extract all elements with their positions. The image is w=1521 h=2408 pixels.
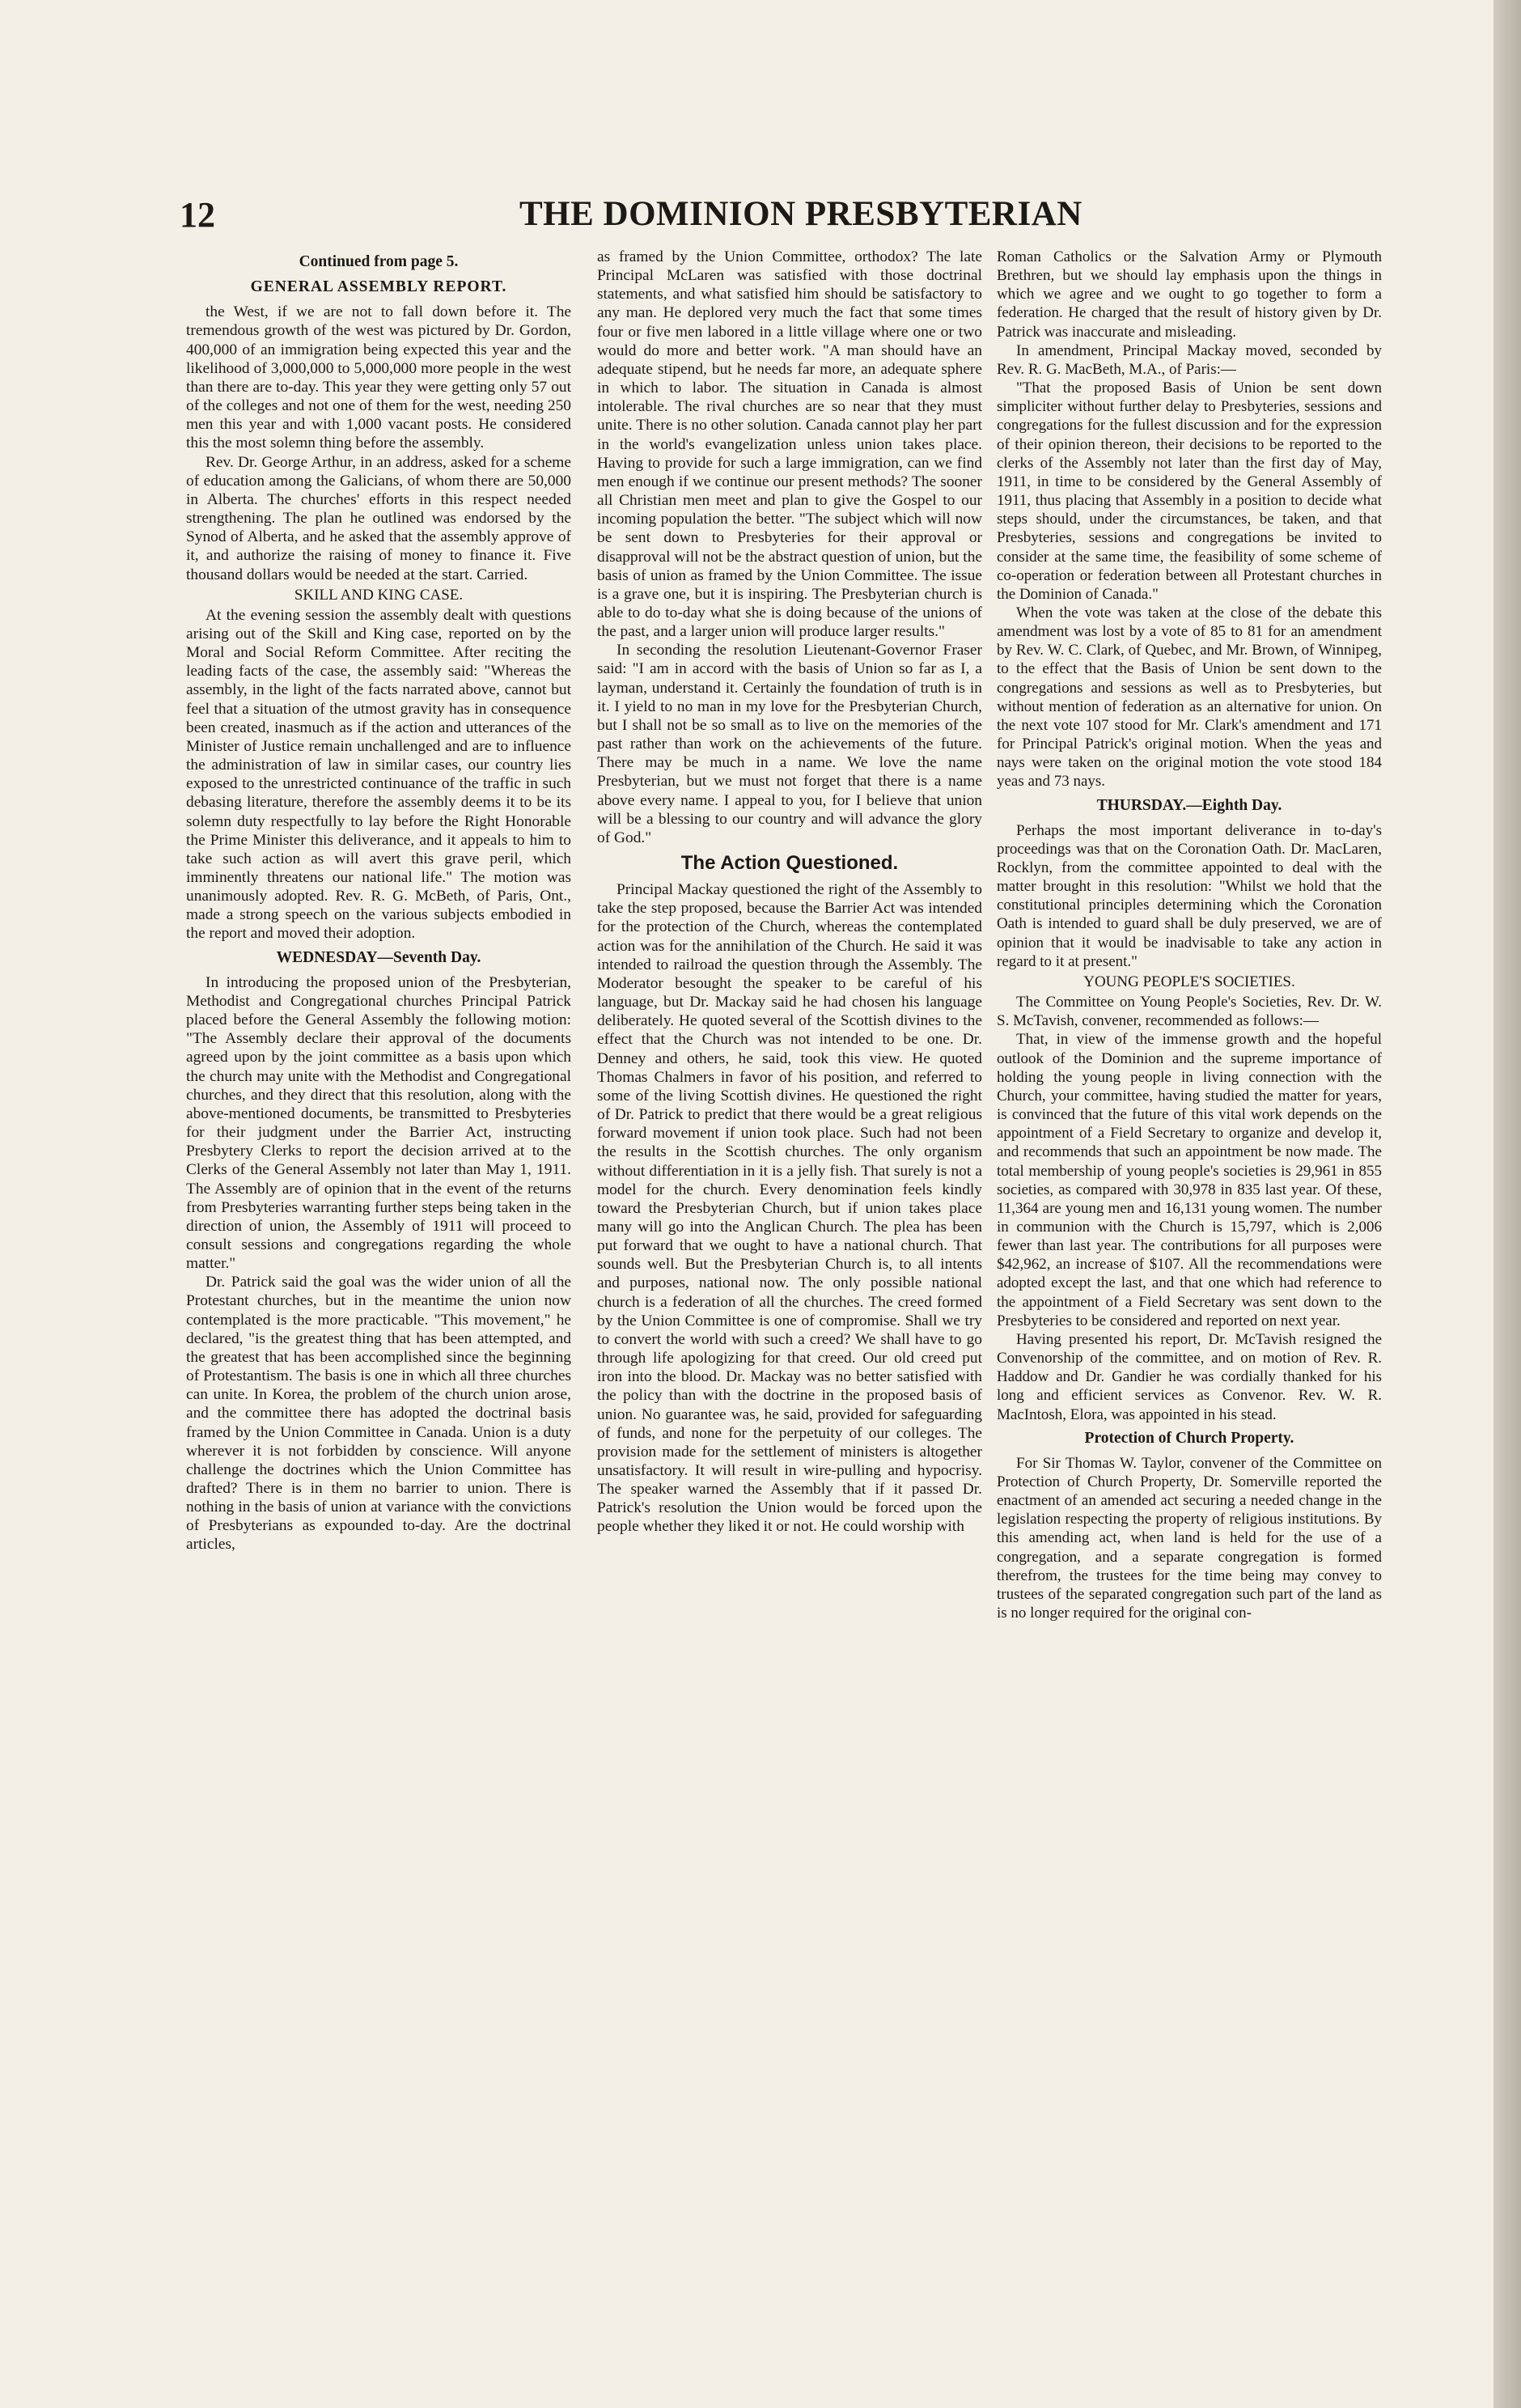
- column-3: [997, 248, 1382, 2359]
- paragraph: as framed by the Union Committee, orthodox? The late Principal McLaren was satisfied with those doctrinal statements, and what satisfied him should be satisfactory to any man. He deplored very much the fact that some times four or five men labored in a little village where one or two would do more and better work. "A man should have an adequate stipend, but he needs far more, an adequate sphere in which to labor. The situation in Canada is almost intolerable. The rival churches are so near that they must unite. There is no other solution. Canada cannot play her part in the world's evangelization unless union takes place. Having to provide for such a large immigration, can we find men enough if we continue our present methods? The sooner all Christian men meet and plan to give the Gospel to our incoming population the better. "The subject which will now be sent down to Presbyteries for their approval or disapproval will not be the abstract question of union, but the basis of union as framed by the Union Committee. The issue is a grave one, but it is inspiring. The Presbyterian church is able to do to-day what she is doing because of the unions of the past, and a larger union will produce larger results.": [597, 248, 982, 641]
- paragraph: At the evening session the assembly dealt with questions arising out of the Skill and King case, reported on by the Moral and Social Reform Committee. After reciting the leading facts of the case, the assembly said: "Whereas the assembly, in the light of the facts narrated above, cannot but feel that a situation of the utmost gravity has in consequence been created, inasmuch as if the action and utterances of the Minister of Justice remain unchallenged and are to influence the administration of law in similar cases, our country lies exposed to the unrestricted continuance of the traffic in such debasing literature, therefore the assembly deems it to be its solemn duty respectfully to lay before the Right Honorable the Prime Minister this deliverance, and it appeals to him to take such action as will avert this grave peril, which imminently threatens our national life." The motion was unanimously adopted. Rev. R. G. McBeth, of Paris, Ont., made a strong speech on the various subjects embodied in the report and moved their adoption.: [186, 606, 571, 943]
- paragraph: In introducing the proposed union of the Presbyterian, Methodist and Congregational churches Principal Patrick placed before the General Assembly the following motion: "The Assembly declare their approval of the documents agreed upon by the joint committee as a basis upon which the church may unite with the Methodist and Congregational churches, and they direct that this resolution, along with the above-mentioned documents, be transmitted to Presbyteries for their judgment under the Barrier Act, instructing Presbytery Clerks to report the decision arrived at to the Clerks of the General Assembly not later than May 1, 1911. The Assembly are of opinion that in the event of the returns from Presbyteries warranting further steps being taken in the direction of union, the Assembly of 1911 will proceed to consult sessions and congregations regarding the whole matter.": [186, 973, 571, 1273]
- paragraph: "That the proposed Basis of Union be sent down simpliciter without further delay to Presbyteries, sessions and congregations for the fullest discussion and for the expression of their opinion thereon, their decisions to be reported to the clerks of the Assembly not later than the first day of May, 1911, in time to be considered by the General Assembly of 1911, thus placing that Assembly in a position to decide what steps should, under the circumstances, be taken, and that Presbyteries, sessions and congregations be invited to consider at the same time, the feasibility of some scheme of co-operation or federation between all Protestant churches in the Dominion of Canada.": [997, 379, 1382, 603]
- section-heading: The Action Questioned.: [680, 852, 899, 874]
- paragraph: That, in view of the immense growth and the hopeful outlook of the Dominion and the supreme importance of holding the young people in living connection with the Church, your committee, having studied the matter for years, is convinced that the future of this vital work depends on the appointment of a Field Secretary to organize and develop it, and recommends that such an appointment be now made. The total membership of young people's societies is 29,961 in 855 societies, as compared with 30,978 in 835 last year. Of these, 11,364 are young men and 16,131 young women. The number in communion with the Church is 15,797, which is 2,006 fewer than last year. The contributions for all purposes were $42,962, an increase of $107. All the recommendations were adopted except the last, and that one which had reference to the appointment of a Field Secretary was sent down to the Presbyteries to be considered and reported on next year.: [997, 1031, 1382, 1329]
- subheading: SKILL AND KING CASE.: [294, 586, 464, 604]
- column-1: [186, 248, 571, 2359]
- column-2: [597, 248, 982, 2359]
- masthead-title: THE DOMINION PRESBYTERIAN: [519, 195, 1082, 233]
- page-number: 12: [180, 195, 215, 235]
- section-heading: WEDNESDAY—Seventh Day.: [276, 948, 481, 966]
- article-title: GENERAL ASSEMBLY REPORT.: [250, 278, 507, 296]
- subheading: YOUNG PEOPLE'S SOCIETIES.: [1083, 973, 1295, 990]
- section-heading: Protection of Church Property.: [1084, 1429, 1294, 1447]
- page-header: [180, 194, 1409, 246]
- paragraph: the West, if we are not to fall down before it. The tremendous growth of the west was pictured by Dr. Gordon, 400,000 of an immigration being expected this year and the likelihood of 3,000,000 to 5,000,000 more people in the west than there are to-day. This year they were getting only 57 out of the colleges and not one of them for the west, needing 250 men this year and with 1,000 vacant posts. He considered this the most solemn thing before the assembly.: [186, 303, 571, 452]
- paragraph: In seconding the resolution Lieutenant-Governor Fraser said: "I am in accord with the basis of Union so far as I, a layman, understand it. Certainly the foundation of truth is in it. I yield to no man in my love for the Presbyterian Church, but I shall not be so small as to live on the memories of the past rather than work on the achievements of the future. There may be much in a name. We love the name Presbyterian, but we must not forget that there is a name above every name. I appeal to you, for I believe that union will be a blessing to our country and will advance the glory of God.": [597, 642, 982, 846]
- paragraph: Perhaps the most important deliverance in to-day's proceedings was that on the Coronation Oath. Dr. MacLaren, Rocklyn, from the committee appointed to deal with the matter brought in this resolution: "Whilst we hold that the constitutional principles determining which the Coronation Oath is intended to guard shall be duly preserved, we are of opinion that it would be inadvisable to take any action in regard to it at present.": [997, 821, 1382, 970]
- paragraph: When the vote was taken at the close of the debate this amendment was lost by a vote of 85 to 81 for an amendment by Rev. W. C. Clark, of Quebec, and Mr. Brown, of Winnipeg, to the effect that the Basis of Union be sent down to the congregations and sessions as well as to Presbyteries, but without mention of federation as an alternative for union. On the next vote 107 stood for Mr. Clark's amendment and 171 for Principal Patrick's original motion. When the yeas and nays were taken on the original motion the vote stood 184 yeas and 73 nays.: [997, 604, 1382, 791]
- page-edge-shadow: [1493, 0, 1521, 2408]
- paragraph: Roman Catholics or the Salvation Army or Plymouth Brethren, but we should lay emphasis upon the things in which we agree and we ought to go together to form a federation. He charged that the result of history given by Dr. Patrick was inaccurate and misleading.: [997, 248, 1382, 341]
- paragraph: The Committee on Young People's Societies, Rev. Dr. W. S. McTavish, convener, recommended as follows:—: [997, 994, 1382, 1030]
- paragraph: For Sir Thomas W. Taylor, convener of the Committee on Protection of Church Property, Dr. Somerville reported the enactment of an amended act securing a needed change in the legislation respecting the property of religious institutions. By this amending act, when land is held for the use of a congregation, and a separate congregation is formed therefrom, the trustees for the time being may convey to trustees of the separated congregation such part of the land as is no longer required for the original con-: [997, 1454, 1382, 1622]
- paragraph: Principal Mackay questioned the right of the Assembly to take the step proposed, because the Barrier Act was intended for the protection of the Church, whereas the contemplated action was for the annihilation of the Church. He said it was intended to railroad the question through the Assembly. The Moderator besought the speaker to be careful of his language, but Dr. Mackay said he had chosen his language deliberately. He quoted several of the Scottish divines to the effect that the Church was not intended to be one. Dr. Denney and others, he said, took this view. He quoted Thomas Chalmers in favor of his position, and referred to some of the living Scottish divines. He questioned the right of Dr. Patrick to predict that there would be a great religious forward movement if union took place. Such had not been the results in the Scottish churches. The only organism without differentiation in it is a jelly fish. That surely is not a model for the church. Every denomination feels kindly toward the Presbyterian Church, but if union takes place many will go into the Anglican Church. The plea has been put forward that we ought to have a national church. That sounds well. But the Presbyterian Church is, to all intents and purposes, national now. The only possible national church is a federation of all the churches. The creed formed by the Union Committee is one of compromise. Shall we try to convert the world with such a creed? We shall have to go through life apologizing for that creed. Our old creed put iron into the blood. Dr. Mackay was no better satisfied with the policy than with the doctrine in the proposed basis of union. No guarantee was, he said, provided for safeguarding of funds, and none for the perpetuity of our colleges. The provision made for the settlement of ministers is altogether unsatisfactory. It will result in wire-pulling and hypocrisy. The speaker warned the Assembly that if it passed Dr. Patrick's resolution the Union would be forced upon the people whether they liked it or not. He could worship with: [597, 881, 982, 1536]
- section-heading: THURSDAY.—Eighth Day.: [1096, 796, 1282, 814]
- paragraph: In amendment, Principal Mackay moved, seconded by Rev. R. G. MacBeth, M.A., of Paris:—: [997, 341, 1382, 378]
- section-heading: Continued from page 5.: [299, 253, 459, 270]
- paragraph: Having presented his report, Dr. McTavish resigned the Convenorship of the committee, and on motion of Rev. R. Haddow and Dr. Gandier he was cordially thanked for his long and efficient services as Convenor. Rev. W. R. MacIntosh, Elora, was appointed in his stead.: [997, 1330, 1382, 1423]
- paragraph: Rev. Dr. George Arthur, in an address, asked for a scheme of education among the Galicians, of whom there are 50,000 in Alberta. The churches' efforts in this respect needed strengthening. The plan he outlined was endorsed by the Synod of Alberta, and he asked that the assembly approve of it, and authorize the raising of money to finance it. Five thousand dollars would be needed at the start. Carried.: [186, 453, 571, 583]
- paragraph: Dr. Patrick said the goal was the wider union of all the Protestant churches, but in the meantime the union now contemplated is the more practicable. "This movement," he declared, "is the greatest thing that has been attempted, and the greatest that has been accomplished since the beginning of Protestantism. The basis is one in which all three churches can unite. In Korea, the problem of the church union arose, and the committee there has adopted the doctrinal basis framed by the Union Committee in Canada. Union is a duty wherever it is not forbidden by conscience. Will anyone challenge the doctrines which the Union Committee has drafted? There is in them no barrier to union. There is nothing in the basis of union at variance with the convictions of Presbyterians as expounded to-day. Are the doctrinal articles,: [186, 1274, 571, 1554]
